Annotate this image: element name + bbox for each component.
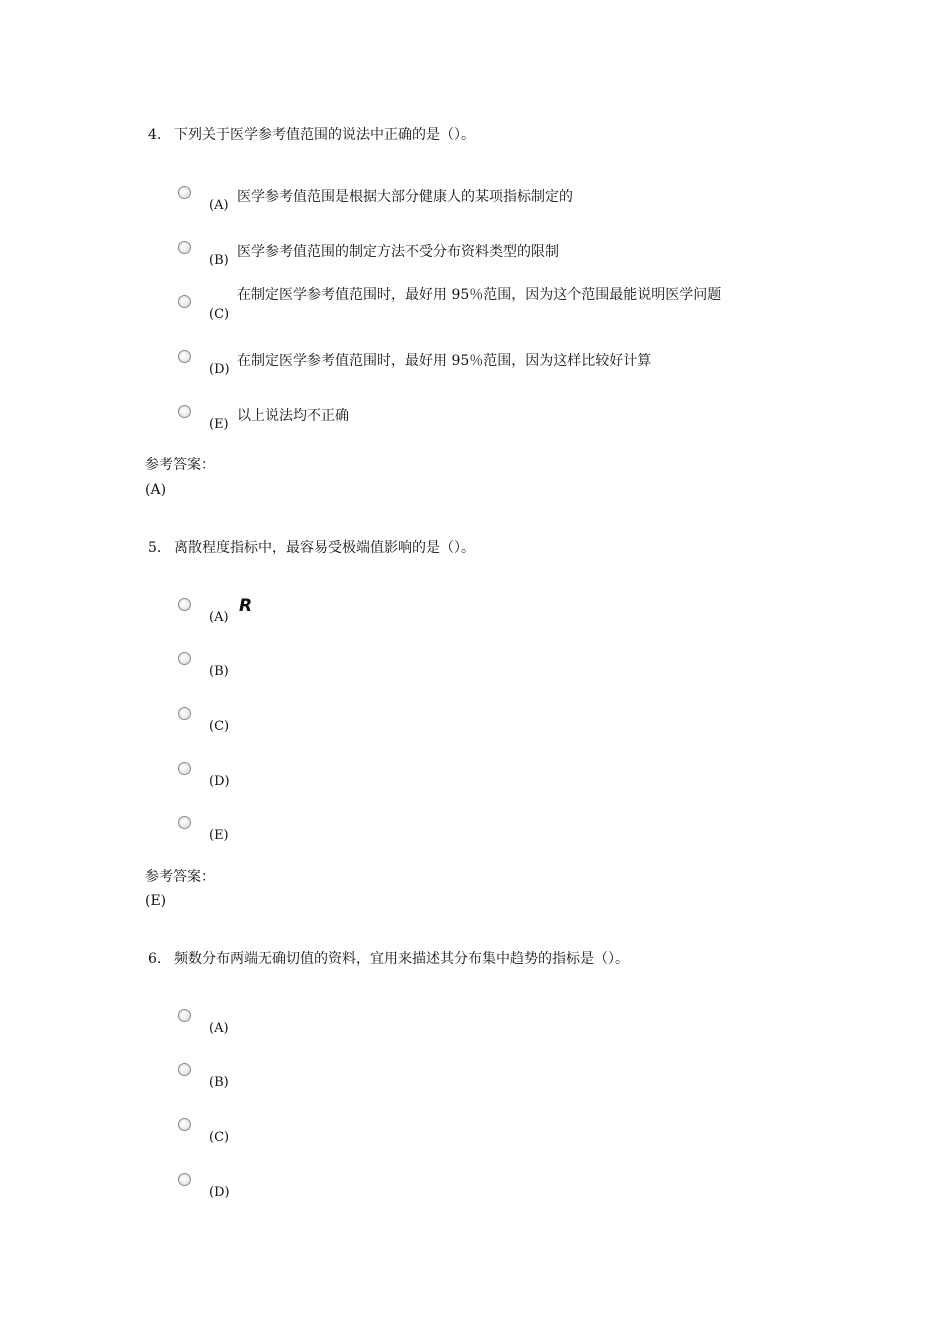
option-label: (E) <box>209 417 229 432</box>
option-label: (D) <box>209 774 230 789</box>
option-label: (B) <box>209 253 229 268</box>
radio-button[interactable] <box>178 762 191 775</box>
option-label: (B) <box>209 1075 229 1090</box>
radio-button[interactable] <box>178 652 191 665</box>
option-text: 以上说法均不正确 <box>237 408 349 424</box>
option-text: 医学参考值范围是根据大部分健康人的某项指标制定的 <box>237 189 573 205</box>
q6-option-d[interactable] <box>178 1173 778 1213</box>
option-text: 在制定医学参考值范围时，最好用 95％范围，因为这个范围最能说明医学问题 <box>237 287 722 303</box>
q5-option-d[interactable] <box>178 762 778 802</box>
q5-option-c[interactable] <box>178 707 778 747</box>
option-text: 医学参考值范围的制定方法不受分布资料类型的限制 <box>237 244 559 260</box>
question-6-title <box>148 948 629 968</box>
question-5-title <box>148 537 475 557</box>
option-label: (C) <box>209 307 230 322</box>
q4-option-d[interactable] <box>178 350 778 390</box>
option-label: (A) <box>209 1021 229 1036</box>
option-label: (C) <box>209 719 230 734</box>
radio-button[interactable] <box>178 186 191 199</box>
radio-button[interactable] <box>178 241 191 254</box>
radio-button[interactable] <box>178 1009 191 1022</box>
radio-button[interactable] <box>178 707 191 720</box>
radio-button[interactable] <box>178 1173 191 1186</box>
answer-value: (A) <box>145 482 167 498</box>
q4-option-c[interactable] <box>178 287 778 335</box>
question-text: 离散程度指标中，最容易受极端值影响的是（）。 <box>174 540 475 556</box>
option-formula: R <box>239 596 253 616</box>
option-label: (E) <box>209 828 229 843</box>
q5-option-e[interactable] <box>178 816 778 856</box>
q5-option-a[interactable] <box>178 598 778 638</box>
answer-label: 参考答案： <box>145 869 215 885</box>
question-number: 4. <box>148 127 162 143</box>
q4-option-b[interactable] <box>178 241 778 281</box>
q6-option-b[interactable] <box>178 1063 778 1103</box>
answer-label: 参考答案： <box>145 457 215 473</box>
q5-option-b[interactable] <box>178 652 778 692</box>
radio-button[interactable] <box>178 598 191 611</box>
option-label: (D) <box>209 1185 230 1200</box>
option-label: (A) <box>209 198 229 213</box>
option-label: (A) <box>209 610 229 625</box>
radio-button[interactable] <box>178 1118 191 1131</box>
option-label: (B) <box>209 664 229 679</box>
radio-button[interactable] <box>178 350 191 363</box>
radio-button[interactable] <box>178 1063 191 1076</box>
question-4-title <box>148 124 475 144</box>
q6-option-a[interactable] <box>178 1009 778 1049</box>
question-text: 频数分布两端无确切值的资料，宜用来描述其分布集中趋势的指标是（）。 <box>174 951 629 967</box>
answer-value: (E) <box>145 893 167 909</box>
q6-option-c[interactable] <box>178 1118 778 1158</box>
question-number: 6. <box>148 951 162 967</box>
q4-option-e[interactable] <box>178 405 778 445</box>
option-label: (D) <box>209 362 230 377</box>
q4-option-a[interactable] <box>178 186 778 226</box>
question-text: 下列关于医学参考值范围的说法中正确的是（）。 <box>174 127 475 143</box>
option-label: (C) <box>209 1130 230 1145</box>
radio-button[interactable] <box>178 295 191 308</box>
radio-button[interactable] <box>178 405 191 418</box>
radio-button[interactable] <box>178 816 191 829</box>
option-text: 在制定医学参考值范围时，最好用 95％范围，因为这样比较好计算 <box>237 353 652 369</box>
question-number: 5. <box>148 540 162 556</box>
